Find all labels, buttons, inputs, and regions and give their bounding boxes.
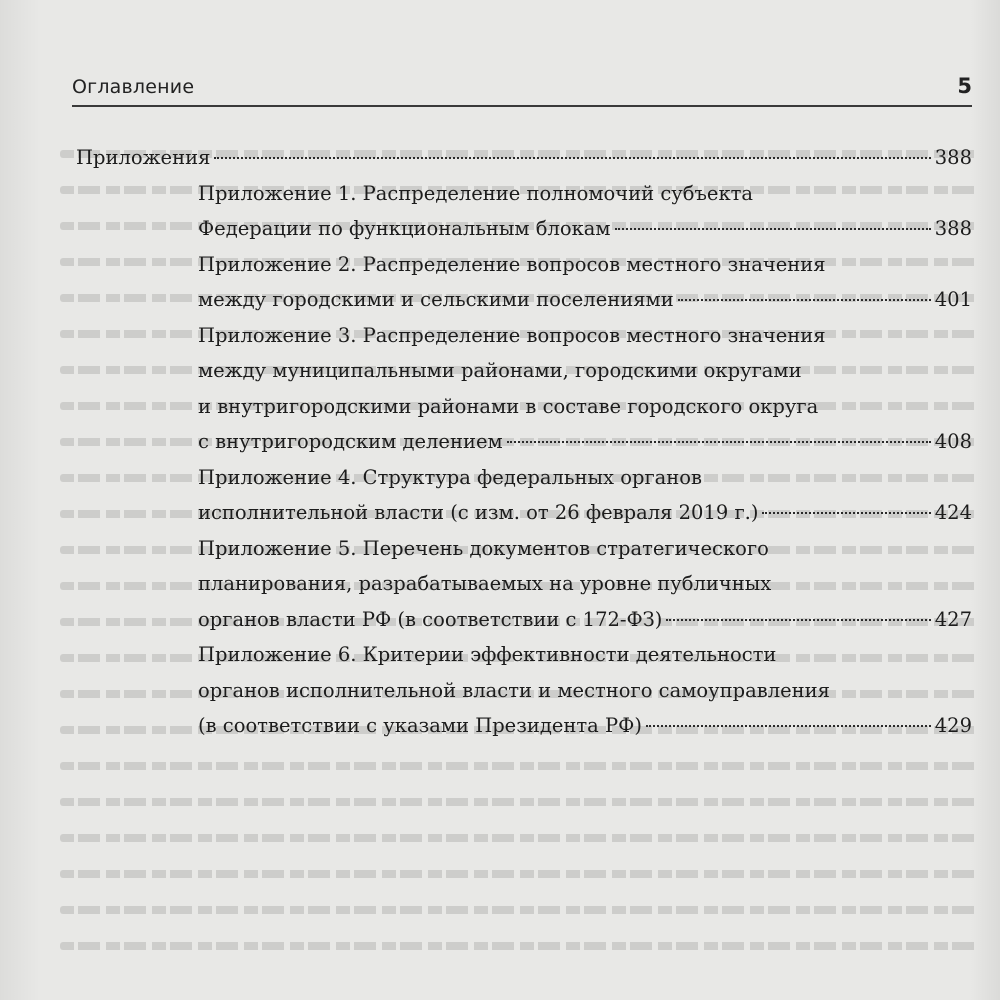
toc-entry-appendix-2[interactable] bbox=[198, 247, 972, 318]
page-number: 5 bbox=[957, 74, 972, 98]
toc-entry-line: планирования, разрабатываемых на уровне публичных bbox=[198, 572, 772, 595]
toc-entry-title-end: между городскими и сельскими поселениями bbox=[198, 288, 674, 311]
toc-leader-dots bbox=[214, 157, 930, 159]
toc-entry-line: органов исполнительной власти и местного самоуправления bbox=[198, 678, 830, 702]
toc-entry-line: и внутригородскими районами в составе городского округа bbox=[198, 394, 819, 418]
toc-entry-page: 427 bbox=[934, 607, 972, 631]
toc-entry-last-line bbox=[198, 424, 972, 460]
running-header bbox=[72, 72, 972, 108]
toc-entry-appendix-3[interactable] bbox=[198, 318, 972, 460]
toc-leader-dots bbox=[666, 619, 930, 621]
toc-entry-page: 408 bbox=[934, 430, 972, 453]
toc-entry-appendix-5[interactable] bbox=[198, 531, 972, 638]
toc-entry-appendices[interactable] bbox=[76, 140, 972, 176]
toc-entry-page: 401 bbox=[934, 288, 972, 311]
toc-entry-appendix-6[interactable] bbox=[198, 637, 972, 744]
toc-entry-last-line bbox=[198, 211, 972, 247]
toc-entry-line: Приложение 2. Распределение вопросов местного значения bbox=[198, 252, 826, 276]
toc-leader-dots bbox=[762, 512, 930, 514]
toc-entry-title-end: (в соответствии с указами Президента РФ) bbox=[198, 714, 642, 737]
toc-entry-last-line bbox=[198, 708, 972, 744]
toc-entry-title-end: Федерации по функциональным блокам bbox=[198, 217, 611, 240]
toc-entry-title-end: органов власти РФ (в соответствии с 172-ФЗ) bbox=[198, 607, 663, 631]
toc-entry-last-line bbox=[198, 282, 972, 318]
toc-entry-page: 388 bbox=[934, 217, 972, 240]
toc-entry-appendix-1[interactable] bbox=[198, 176, 972, 247]
running-header-title: Оглавление bbox=[72, 76, 195, 98]
toc-entry-appendix-4[interactable] bbox=[198, 460, 972, 531]
header-rule bbox=[72, 105, 972, 107]
toc-entry-line: Приложение 1. Распределение полномочий субъекта bbox=[198, 181, 754, 205]
toc-entry-page: 429 bbox=[934, 714, 972, 737]
toc-entry-page: 388 bbox=[934, 146, 972, 169]
toc-leader-dots bbox=[507, 441, 931, 443]
toc-entry-last-line bbox=[198, 602, 972, 638]
toc-entry-line: Приложение 3. Распределение вопросов местного значения bbox=[198, 323, 826, 347]
toc-entry-title-end: с внутригородским делением bbox=[198, 430, 503, 453]
toc-entry-line: Приложение 5. Перечень документов стратегического bbox=[198, 536, 769, 560]
toc-entry-line: Приложение 4. Структура федеральных органов bbox=[198, 465, 703, 489]
toc-leader-dots bbox=[615, 228, 931, 230]
toc-entry-page: 424 bbox=[934, 501, 972, 524]
toc-entry-last-line bbox=[198, 495, 972, 531]
toc-entry-line: Приложение 6. Критерии эффективности деятельности bbox=[198, 643, 777, 666]
toc-entry-line: между муниципальными районами, городскими округами bbox=[198, 359, 802, 382]
toc-leader-dots bbox=[646, 725, 931, 727]
toc-entry-title: Приложения bbox=[76, 146, 211, 169]
table-of-contents bbox=[76, 140, 972, 744]
toc-leader-dots bbox=[678, 299, 931, 301]
toc-entry-title-end: исполнительной власти (с изм. от 26 февраля 2019 г.) bbox=[198, 501, 759, 524]
toc-entry-last-line bbox=[76, 140, 972, 176]
